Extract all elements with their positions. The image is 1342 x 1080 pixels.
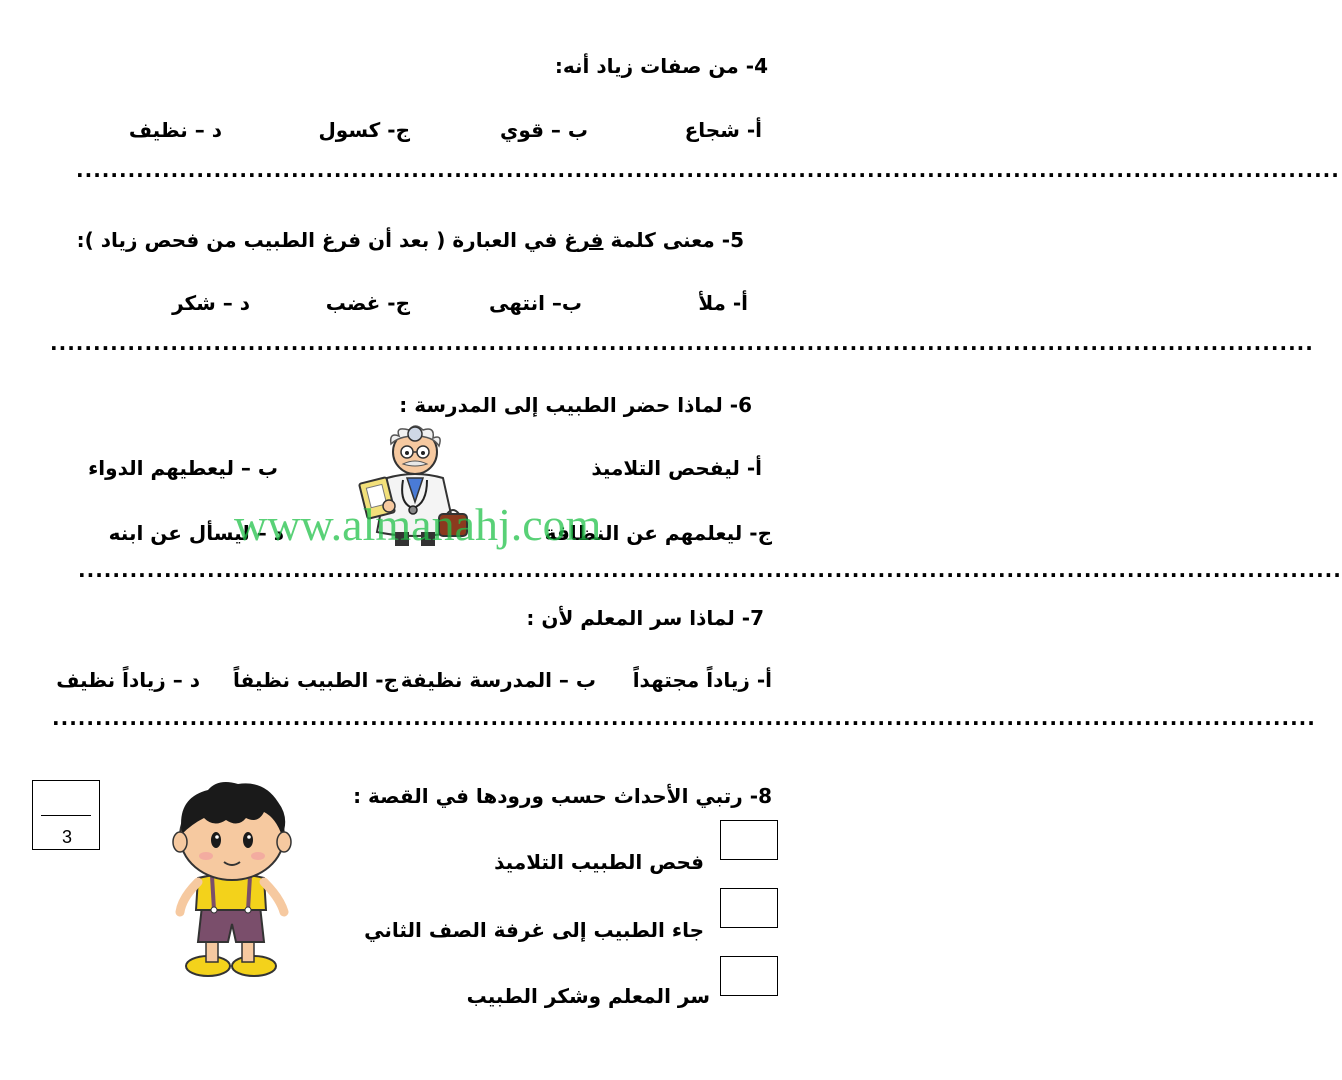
- q4-option-a: أ- شجاع: [684, 118, 762, 142]
- q6-option-a: أ- ليفحص التلاميذ: [591, 456, 762, 480]
- q5-title-pre: 5- معنى كلمة: [603, 228, 744, 252]
- q8-order-box-1[interactable]: [720, 820, 778, 860]
- q7-option-d: د – زياداً نظيف: [56, 668, 200, 692]
- q4-answer-line: ...................................................................................................................................................: [76, 158, 1340, 182]
- q6-option-b: ب – ليعطيهم الدواء: [88, 456, 278, 480]
- q4-title: 4- من صفات زياد أنه:: [554, 54, 768, 78]
- q8-event-2: جاء الطبيب إلى غرفة الصف الثاني: [364, 918, 704, 942]
- score-divider: [41, 815, 91, 816]
- q6-option-c: ج- ليعلمهم عن النظافة: [544, 521, 772, 545]
- score-value: 3: [61, 827, 72, 847]
- q4-option-b: ب – قوي: [500, 118, 588, 142]
- q8-event-3: سر المعلم وشكر الطبيب: [466, 984, 710, 1008]
- score-box: [32, 780, 100, 850]
- q4-option-c: ج- كسول: [318, 118, 410, 142]
- q6-title: 6- لماذا حضر الطبيب إلى المدرسة :: [399, 393, 752, 417]
- q5-option-b: ب– انتهى: [488, 291, 582, 315]
- q7-option-c: ج- الطبيب نظيفاً: [232, 668, 398, 692]
- q7-title: 7- لماذا سر المعلم لأن :: [526, 606, 764, 630]
- q7-option-b: ب – المدرسة نظيفة: [400, 668, 596, 692]
- q4-option-d: د – نظيف: [128, 118, 222, 142]
- q8-order-box-2[interactable]: [720, 888, 778, 928]
- q8-title: 8- رتبي الأحداث حسب ورودها في القصة :: [353, 784, 772, 808]
- q8-order-box-3[interactable]: [720, 956, 778, 996]
- q5-answer-line: ...................................................................................................................................................: [50, 331, 1314, 355]
- q6-answer-line: ...................................................................................................................................................: [78, 558, 1342, 582]
- q5-title-word: فرغ: [564, 228, 604, 252]
- q5-option-a: أ- ملأ: [698, 291, 748, 315]
- q5-option-d: د – شكر: [172, 291, 250, 315]
- q5-title-post: في العبارة ( بعد أن فرغ الطبيب من فحص زياد ):: [76, 228, 565, 252]
- q7-answer-line: ...................................................................................................................................................: [52, 706, 1316, 730]
- q7-option-a: أ- زياداً مجتهداً: [632, 668, 772, 692]
- q5-option-c: ج- غضب: [325, 291, 410, 315]
- boy-illustration: [168, 778, 298, 984]
- q6-option-d: د – ليسأل عن ابنه: [108, 521, 284, 545]
- q8-event-1: فحص الطبيب التلاميذ: [494, 850, 704, 874]
- watermark: www.almanahj.com: [234, 499, 602, 550]
- q5-title: [77, 228, 744, 252]
